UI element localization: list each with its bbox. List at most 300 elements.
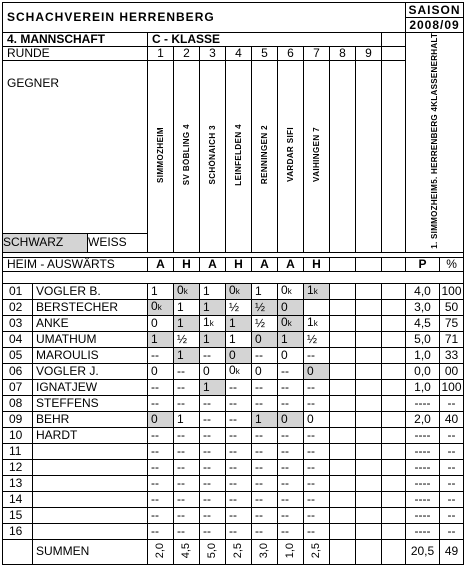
player-row: [3, 363, 464, 379]
result-value: 0: [307, 411, 314, 426]
result-value: --: [255, 475, 263, 490]
player-points: 1,0: [406, 379, 440, 395]
venue-1: A: [148, 257, 174, 271]
weiss-label: WEISS: [88, 233, 148, 252]
player-percent: 50: [440, 299, 464, 315]
result-value: --: [255, 459, 263, 474]
player-name: [33, 459, 148, 475]
standings-cell: [406, 33, 464, 253]
result-cell: [148, 459, 174, 475]
venue-8: [330, 257, 356, 271]
player-percent: 100: [441, 379, 462, 394]
result-cell: [304, 507, 330, 523]
player-name: IGNATJEW: [33, 379, 148, 395]
result-value: --: [203, 491, 211, 506]
result-cell: [278, 459, 304, 475]
result-value: 0: [281, 315, 288, 330]
result-cell: [356, 395, 382, 411]
player-row: [3, 475, 464, 491]
board-number: 01: [3, 283, 33, 299]
result-cell: [330, 379, 356, 395]
round-sum-2: [174, 539, 200, 564]
blank-cell: [382, 491, 406, 507]
result-value: --: [281, 395, 289, 410]
venue-5: A: [252, 257, 278, 271]
opponent-name: VAIHINGEN 7: [312, 127, 321, 183]
result-cell: [278, 299, 304, 315]
result-value: 0: [229, 347, 236, 362]
result-cell: [252, 299, 278, 315]
result-cell: [174, 475, 200, 491]
result-value: 0: [281, 299, 288, 314]
result-cell: [252, 363, 278, 379]
result-value: 0: [281, 411, 288, 426]
standings-line-3: KLASSENERHALT: [430, 33, 440, 107]
result-value: --: [307, 427, 315, 442]
result-cell: [200, 283, 226, 299]
result-cell: [356, 299, 382, 315]
result-cell: [174, 299, 200, 315]
blank-cell: [3, 539, 33, 564]
result-value: --: [229, 379, 237, 394]
round-sum-5: [252, 539, 278, 564]
result-value: --: [281, 507, 289, 522]
result-value: --: [307, 475, 315, 490]
result-cell: [330, 363, 356, 379]
heim-auswaerts-label: HEIM - AUSWÄRTS: [3, 257, 148, 271]
result-cell: [278, 395, 304, 411]
result-cell: [200, 395, 226, 411]
player-name: [33, 475, 148, 491]
result-cell: [226, 283, 252, 299]
result-cell: [330, 443, 356, 459]
opponent-name: LEINFELDEN 4: [234, 124, 243, 186]
player-percent: --: [440, 523, 464, 539]
player-percent: 100: [441, 283, 462, 298]
player-points: 4,0: [406, 283, 440, 299]
result-cell: [226, 363, 252, 379]
result-cell: [200, 427, 226, 443]
player-name: [33, 443, 148, 459]
board-number: 16: [3, 523, 33, 539]
schwarz-label: SCHWARZ: [3, 233, 88, 252]
result-value: 0: [281, 283, 288, 298]
result-cell: [278, 507, 304, 523]
player-row: [3, 491, 464, 507]
result-value: --: [151, 347, 159, 362]
result-value: --: [151, 459, 159, 474]
result-cell: [330, 491, 356, 507]
forfeit-mark: k: [235, 287, 240, 297]
board-number: 15: [3, 507, 33, 523]
result-value: --: [203, 523, 211, 538]
result-value: --: [177, 459, 185, 474]
result-value: --: [229, 507, 237, 522]
player-name: VOGLER B.: [33, 283, 148, 299]
player-row: [3, 443, 464, 459]
player-points: 2,0: [406, 411, 440, 427]
result-cell: [304, 315, 330, 331]
total-points: 20,5: [406, 539, 440, 564]
player-points: ----: [406, 491, 440, 507]
result-value: --: [281, 491, 289, 506]
result-value: --: [307, 523, 315, 538]
result-cell: [304, 379, 330, 395]
result-value: 1: [177, 347, 184, 362]
result-cell: [330, 347, 356, 363]
result-value: 0: [255, 363, 262, 378]
round-number-4: 4: [226, 47, 252, 61]
round-sum-value: 2,5: [310, 542, 322, 558]
result-cell: [148, 283, 174, 299]
result-value: --: [255, 427, 263, 442]
player-name: [33, 491, 148, 507]
board-number: 11: [3, 443, 33, 459]
round-sum-value: 4,5: [180, 542, 192, 558]
round-sum-value: 1,0: [284, 542, 296, 558]
opponent-4: [226, 61, 252, 253]
result-cell: [278, 315, 304, 331]
result-cell: [330, 331, 356, 347]
round-sum-value: 2,0: [154, 542, 166, 558]
result-cell: [304, 331, 330, 347]
result-value: --: [229, 427, 237, 442]
result-cell: [356, 443, 382, 459]
result-value: --: [255, 395, 263, 410]
result-cell: [252, 427, 278, 443]
player-percent: --: [440, 459, 464, 475]
round-sum-value: 3,0: [258, 542, 270, 558]
result-cell: [148, 427, 174, 443]
result-value: --: [177, 523, 185, 538]
round-sum-8: [330, 539, 356, 564]
result-cell: [356, 331, 382, 347]
result-value: 0: [307, 363, 314, 378]
result-cell: [304, 459, 330, 475]
opponent-name: RENNINGEN 2: [260, 125, 269, 185]
venue-9: [356, 257, 382, 271]
result-cell: [278, 427, 304, 443]
result-cell: [174, 315, 200, 331]
result-cell: [330, 411, 356, 427]
result-cell: [174, 507, 200, 523]
result-cell: [304, 491, 330, 507]
player-points: 4,5: [406, 315, 440, 331]
result-cell: [226, 411, 252, 427]
result-cell: [304, 395, 330, 411]
venue-6: A: [278, 257, 304, 271]
round-number-6: 6: [278, 47, 304, 61]
result-cell: [200, 347, 226, 363]
result-cell: [356, 523, 382, 539]
result-cell: [278, 523, 304, 539]
result-cell: [200, 475, 226, 491]
result-value: 1: [255, 283, 262, 298]
player-name: [33, 507, 148, 523]
round-number-9: 9: [356, 47, 382, 61]
team-name: 4. MANNSCHAFT: [3, 33, 148, 47]
result-value: 1: [229, 315, 236, 330]
result-cell: [304, 427, 330, 443]
result-value: --: [203, 475, 211, 490]
venue-3: A: [200, 257, 226, 271]
result-cell: [226, 331, 252, 347]
result-value: --: [255, 523, 263, 538]
standings-line-2: 5. HERRENBERG 4: [430, 106, 440, 184]
board-number: 13: [3, 475, 33, 491]
blank-cell: [382, 411, 406, 427]
result-cell: [174, 443, 200, 459]
result-value: --: [281, 443, 289, 458]
result-value: ½: [177, 331, 188, 346]
blank-cell: [382, 395, 406, 411]
result-cell: [304, 411, 330, 427]
result-cell: [304, 299, 330, 315]
result-cell: [330, 427, 356, 443]
blank-cell: [382, 539, 406, 564]
result-cell: [148, 379, 174, 395]
venue-2: H: [174, 257, 200, 271]
opponent-8: [330, 61, 356, 253]
result-cell: [356, 363, 382, 379]
result-value: --: [229, 475, 237, 490]
result-cell: [200, 331, 226, 347]
blank-cell: [382, 363, 406, 379]
league-class: C - KLASSE: [148, 33, 382, 47]
result-value: --: [151, 443, 159, 458]
percent-header: %: [440, 257, 464, 271]
result-value: --: [203, 395, 211, 410]
board-number: 10: [3, 427, 33, 443]
round-sum-6: [278, 539, 304, 564]
result-value: 1: [203, 331, 210, 346]
board-number: 02: [3, 299, 33, 315]
blank-cell: [382, 283, 406, 299]
result-cell: [356, 379, 382, 395]
result-cell: [174, 411, 200, 427]
result-cell: [226, 379, 252, 395]
blank-cell: [382, 475, 406, 491]
result-cell: [252, 379, 278, 395]
round-number-2: 2: [174, 47, 200, 61]
result-value: --: [255, 507, 263, 522]
result-value: 1: [255, 411, 262, 426]
result-cell: [356, 283, 382, 299]
result-cell: [174, 395, 200, 411]
total-percent: 49: [440, 539, 464, 564]
runde-label: RUNDE: [3, 47, 148, 61]
player-name: BERSTECHER: [33, 299, 148, 315]
result-value: --: [177, 443, 185, 458]
player-percent: --: [440, 507, 464, 523]
result-value: --: [203, 347, 211, 362]
opponent-name: SIMMOZHEIM: [156, 126, 165, 183]
blank-cell: [382, 379, 406, 395]
round-number-8: 8: [330, 47, 356, 61]
player-percent: --: [440, 475, 464, 491]
result-value: --: [151, 523, 159, 538]
opponent-name: SCHÖNAICH 3: [208, 125, 217, 185]
result-cell: [200, 443, 226, 459]
player-name: ANKE: [33, 315, 148, 331]
result-value: --: [177, 363, 185, 378]
opponent-3: [200, 61, 226, 253]
result-cell: [148, 331, 174, 347]
player-row: [3, 411, 464, 427]
result-value: --: [281, 475, 289, 490]
round-sum-7: [304, 539, 330, 564]
result-value: --: [229, 443, 237, 458]
result-value: --: [177, 507, 185, 522]
result-value: --: [203, 443, 211, 458]
result-value: --: [177, 379, 185, 394]
result-cell: [252, 395, 278, 411]
result-value: 1: [151, 283, 158, 298]
player-points: ----: [406, 507, 440, 523]
result-value: 0: [151, 411, 158, 426]
player-row: [3, 459, 464, 475]
result-value: --: [307, 491, 315, 506]
result-cell: [252, 491, 278, 507]
points-header: P: [406, 257, 440, 271]
player-points: ----: [406, 523, 440, 539]
forfeit-mark: k: [287, 287, 292, 297]
result-cell: [252, 411, 278, 427]
result-cell: [148, 347, 174, 363]
result-cell: [174, 523, 200, 539]
result-cell: [304, 475, 330, 491]
result-value: --: [203, 459, 211, 474]
blank-cell: [382, 347, 406, 363]
player-points: ----: [406, 443, 440, 459]
result-cell: [304, 523, 330, 539]
blank-cell: [382, 459, 406, 475]
round-number-7: 7: [304, 47, 330, 61]
result-value: ½: [255, 315, 266, 330]
forfeit-mark: k: [313, 319, 318, 329]
result-value: --: [307, 443, 315, 458]
round-sum-4: [226, 539, 252, 564]
result-cell: [200, 491, 226, 507]
forfeit-mark: k: [313, 287, 318, 297]
forfeit-mark: k: [183, 287, 188, 297]
result-cell: [148, 475, 174, 491]
result-cell: [174, 347, 200, 363]
player-percent: 71: [440, 331, 464, 347]
player-row: [3, 379, 464, 395]
player-row: [3, 331, 464, 347]
result-value: --: [307, 459, 315, 474]
result-cell: [148, 315, 174, 331]
blank-cell: [382, 33, 406, 47]
round-sum-value: 5,0: [206, 542, 218, 558]
round-number-1: 1: [148, 47, 174, 61]
result-cell: [252, 523, 278, 539]
gegner-label: GEGNER: [3, 61, 148, 234]
opponent-2: [174, 61, 200, 253]
round-sum-3: [200, 539, 226, 564]
board-number: 05: [3, 347, 33, 363]
result-value: ½: [229, 299, 240, 314]
opponent-1: [148, 61, 174, 253]
round-number-5: 5: [252, 47, 278, 61]
result-cell: [278, 363, 304, 379]
result-value: --: [229, 491, 237, 506]
player-points: 5,0: [406, 331, 440, 347]
result-value: --: [255, 347, 263, 362]
player-row: [3, 283, 464, 299]
result-cell: [226, 443, 252, 459]
result-cell: [330, 283, 356, 299]
blank-cell: [382, 257, 406, 271]
result-cell: [330, 523, 356, 539]
result-value: --: [255, 443, 263, 458]
player-points: ----: [406, 459, 440, 475]
player-row: [3, 347, 464, 363]
player-name: HARDT: [33, 427, 148, 443]
result-value: ½: [307, 331, 318, 346]
result-cell: [356, 347, 382, 363]
result-value: --: [229, 523, 237, 538]
result-value: --: [281, 379, 289, 394]
round-sum-1: [148, 539, 174, 564]
player-points: 1,0: [406, 347, 440, 363]
result-cell: [356, 507, 382, 523]
board-number: 03: [3, 315, 33, 331]
result-cell: [148, 507, 174, 523]
player-row: [3, 315, 464, 331]
result-cell: [304, 363, 330, 379]
result-cell: [148, 443, 174, 459]
result-cell: [174, 331, 200, 347]
board-number: 06: [3, 363, 33, 379]
player-percent: --: [440, 443, 464, 459]
result-value: --: [177, 395, 185, 410]
result-value: --: [229, 395, 237, 410]
result-value: 1: [229, 331, 236, 346]
player-row: [3, 523, 464, 539]
result-value: --: [177, 427, 185, 442]
result-cell: [200, 507, 226, 523]
result-cell: [278, 379, 304, 395]
result-value: 0: [151, 315, 158, 330]
blank-cell: [382, 523, 406, 539]
result-cell: [174, 427, 200, 443]
result-value: --: [151, 475, 159, 490]
board-number: 08: [3, 395, 33, 411]
result-value: --: [307, 395, 315, 410]
result-cell: [200, 363, 226, 379]
result-cell: [252, 507, 278, 523]
result-cell: [148, 395, 174, 411]
opponent-5: [252, 61, 278, 253]
result-cell: [252, 315, 278, 331]
board-number: 14: [3, 491, 33, 507]
result-value: 1: [203, 379, 210, 394]
result-cell: [174, 363, 200, 379]
result-value: 0: [255, 331, 262, 346]
result-cell: [252, 443, 278, 459]
player-name: VOGLER J.: [33, 363, 148, 379]
forfeit-mark: k: [235, 367, 240, 377]
result-cell: [226, 299, 252, 315]
venue-4: H: [226, 257, 252, 271]
result-cell: [226, 507, 252, 523]
player-row: [3, 507, 464, 523]
result-value: 1: [177, 315, 184, 330]
result-value: 1: [307, 283, 314, 298]
saison-label: SAISON: [406, 3, 464, 18]
